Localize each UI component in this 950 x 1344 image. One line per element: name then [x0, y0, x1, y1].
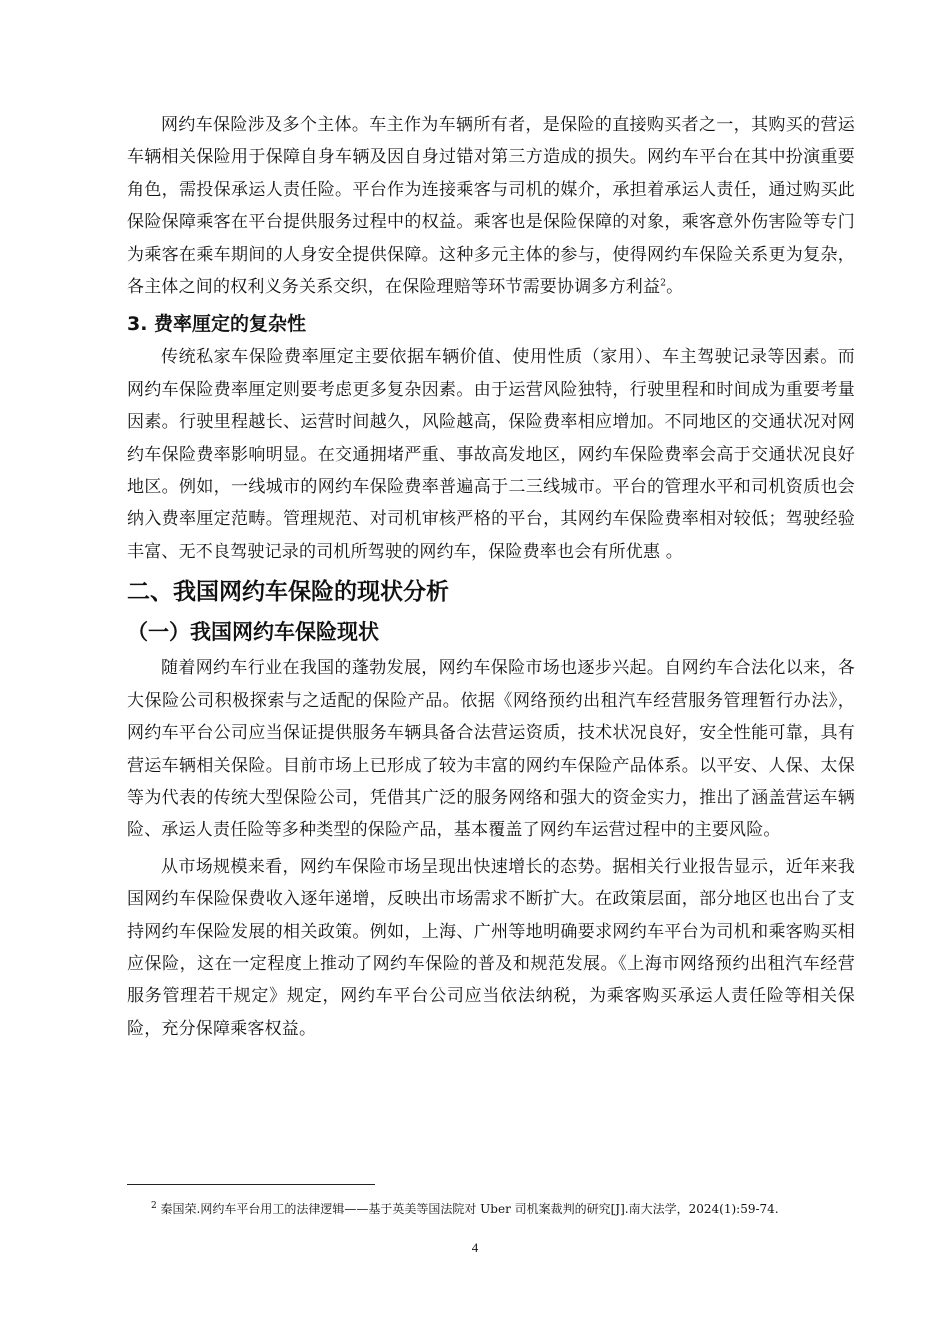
footnote-reference[interactable]: 2 [660, 278, 667, 289]
subsection-heading-status: （一）我国网约车保险现状 [127, 620, 379, 645]
main-content [127, 109, 855, 1049]
paragraph-end-punct: 。 [666, 277, 684, 298]
footnote [127, 1197, 855, 1221]
paragraph-stakeholders [127, 109, 855, 303]
footnote-text: 秦国荣.网约车平台用工的法律逻辑——基于英美等国法院对 Uber 司机案裁判的研究[J].南大法学，2024(1):59-74. [156, 1202, 779, 1216]
paragraph-text: 网约车保险涉及多个主体。车主作为车辆所有者，是保险的直接购买者之一，其购买的营运车辆相关保险用于保障自身车辆及因自身过错对第三方造成的损失。网约车平台在其中扮演重要角色，需投保承运人责任险。平台作为连接乘客与司机的媒介，承担着承运人责任，通过购买此保险保障乘客在平台提供服务过程中的权益。乘客也是保险保障的对象，乘客意外伤害险等专门为乘客在乘车期间的人身安全提供保障。这种多元主体的参与，使得网约车保险关系更为复杂，各主体之间的权利义务关系交织，在保险理赔等环节需要协调多方利益 [127, 115, 855, 298]
paragraph-market-development: 随着网约车行业在我国的蓬勃发展，网约车保险市场也逐步兴起。自网约车合法化以来，各大保险公司积极探索与之适配的保险产品。依据《网络预约出租汽车经营服务管理暂行办法》，网约车平台公司应当保证提供服务车辆具备合法营运资质，技术状况良好，安全性能可靠，具有营运车辆相关保险。目前市场上已形成了较为丰富的网约车保险产品体系。以平安、人保、太保等为代表的传统大型保险公司，凭借其广泛的服务网络和强大的资金实力，推出了涵盖营运车辆险、承运人责任险等多种类型的保险产品，基本覆盖了网约车运营过程中的主要风险。 [127, 658, 855, 841]
paragraph-rate-factors: 传统私家车保险费率厘定主要依据车辆价值、使用性质（家用）、车主驾驶记录等因素。而网约车保险费率厘定则要考虑更多复杂因素。由于运营风险独特，行驶里程和时间成为重要考量因素。行驶里程越长、运营时间越久，风险越高，保险费率相应增加。不同地区的交通状况对网约车保险费率影响明显。在交通拥堵严重、事故高发地区，网约车保险费率会高于交通状况良好地区。例如，一线城市的网约车保险费率普遍高于二三线城市。平台的管理水平和司机资质也会纳入费率厘定范畴。管理规范、对司机审核严格的平台，其网约车保险费率相对较低；驾驶经验丰富、无不良驾驶记录的司机所驾驶的网约车，保险费率也会有所优惠 。 [127, 347, 855, 562]
paragraph-market-scale: 从市场规模来看，网约车保险市场呈现出快速增长的态势。据相关行业报告显示，近年来我国网约车保险保费收入逐年递增，反映出市场需求不断扩大。在政策层面，部分地区也出台了支持网约车保险发展的相关政策。例如，上海、广州等地明确要求网约车平台为司机和乘客购买相应保险，这在一定程度上推动了网约车保险的普及和规范发展。《上海市网络预约出租汽车经营服务管理若干规定》规定，网约车平台公司应当依法纳税，为乘客购买承运人责任险等相关保险，充分保障乘客权益。 [127, 856, 855, 1039]
page-number: 4 [471, 1240, 479, 1255]
chapter-heading-status-analysis: 二、我国网约车保险的现状分析 [127, 579, 449, 606]
footnote-mark: 2 [151, 1201, 157, 1211]
footnote-separator [127, 1184, 375, 1185]
section-heading-rate-complexity: 3. 费率厘定的复杂性 [127, 313, 307, 336]
